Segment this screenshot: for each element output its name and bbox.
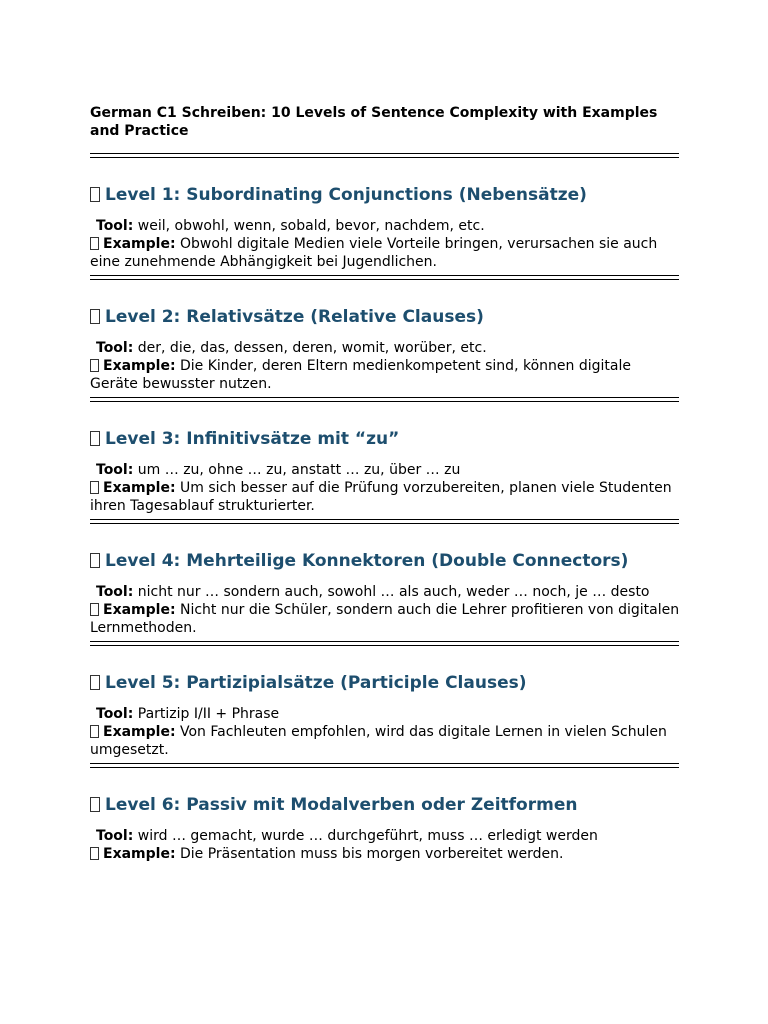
tool-line — [90, 583, 680, 601]
example-label: Example: — [103, 480, 176, 496]
missing-glyph-icon — [90, 797, 100, 812]
section-divider — [90, 275, 679, 280]
example-line — [90, 845, 680, 863]
missing-glyph-icon — [90, 237, 99, 250]
level-section-2 — [90, 306, 680, 402]
level-section-6 — [90, 794, 680, 863]
missing-glyph-icon — [90, 481, 99, 494]
level-section-1 — [90, 184, 680, 280]
tool-label: Tool: — [96, 828, 134, 844]
tool-label: Tool: — [96, 340, 134, 356]
tool-label: Tool: — [96, 584, 134, 600]
example-text: Die Kinder, deren Eltern medienkompetent sind, können digitale Geräte bewusster nutzen. — [90, 358, 631, 392]
level-heading-2 — [90, 306, 680, 328]
level-section-5 — [90, 672, 680, 768]
tool-line — [90, 217, 680, 235]
example-label: Example: — [103, 724, 176, 740]
example-label: Example: — [103, 236, 176, 252]
example-label: Example: — [103, 358, 176, 374]
tool-line — [90, 461, 680, 479]
document-page — [90, 104, 680, 863]
example-text: Die Präsentation muss bis morgen vorbereitet werden. — [175, 846, 564, 862]
example-text: Von Fachleuten empfohlen, wird das digitale Lernen in vielen Schulen umgesetzt. — [90, 724, 667, 758]
example-line — [90, 479, 680, 515]
missing-glyph-icon — [90, 725, 99, 738]
example-text: Nicht nur die Schüler, sondern auch die Lehrer profitieren von digitalen Lernmethoden. — [90, 602, 680, 636]
example-line — [90, 357, 680, 393]
level-heading-3 — [90, 428, 680, 450]
section-divider — [90, 519, 679, 524]
missing-glyph-icon — [90, 431, 100, 446]
example-line — [90, 235, 680, 271]
level-section-4 — [90, 550, 680, 646]
example-label: Example: — [103, 602, 176, 618]
tool-line — [90, 705, 680, 723]
missing-glyph-icon — [90, 675, 100, 690]
example-label: Example: — [103, 846, 176, 862]
level-heading-text: Level 3: Infinitivsätze mit “zu” — [105, 429, 400, 449]
level-heading-6 — [90, 794, 680, 816]
missing-glyph-icon — [90, 187, 100, 202]
tool-label: Tool: — [96, 218, 134, 234]
tool-text: wird … gemacht, wurde … durchgeführt, muss … erledigt werden — [133, 828, 598, 844]
missing-glyph-icon — [90, 603, 99, 616]
level-heading-text: Level 4: Mehrteilige Konnektoren (Double Connectors) — [105, 551, 629, 571]
level-heading-text: Level 5: Partizipialsätze (Participle Clauses) — [105, 673, 527, 693]
document-title: German C1 Schreiben: 10 Levels of Sentence Complexity with Examples and Practice — [90, 105, 658, 139]
level-heading-1 — [90, 184, 680, 206]
example-text: Obwohl digitale Medien viele Vorteile bringen, verursachen sie auch eine zunehmende Abhängigkeit bei Jugendlichen. — [90, 236, 658, 270]
missing-glyph-icon — [90, 553, 100, 568]
tool-text: der, die, das, dessen, deren, womit, worüber, etc. — [133, 340, 487, 356]
tool-text: nicht nur … sondern auch, sowohl … als auch, weder … noch, je … desto — [133, 584, 650, 600]
section-divider — [90, 397, 679, 402]
tool-text: weil, obwohl, wenn, sobald, bevor, nachdem, etc. — [133, 218, 485, 234]
tool-label: Tool: — [96, 706, 134, 722]
tool-line — [90, 827, 680, 845]
level-heading-4 — [90, 550, 680, 572]
level-heading-5 — [90, 672, 680, 694]
missing-glyph-icon — [90, 309, 100, 324]
section-divider — [90, 641, 679, 646]
tool-line — [90, 339, 680, 357]
tool-text: Partizip I/II + Phrase — [133, 706, 280, 722]
section-divider — [90, 763, 679, 768]
level-heading-text: Level 1: Subordinating Conjunctions (Nebensätze) — [105, 185, 587, 205]
example-text: Um sich besser auf die Prüfung vorzubereiten, planen viele Studenten ihren Tagesablauf strukturierter. — [90, 480, 672, 514]
level-heading-text: Level 2: Relativsätze (Relative Clauses) — [105, 307, 484, 327]
level-section-3 — [90, 428, 680, 524]
tool-label: Tool: — [96, 462, 134, 478]
missing-glyph-icon — [90, 847, 99, 860]
example-line — [90, 723, 680, 759]
level-heading-text: Level 6: Passiv mit Modalverben oder Zeitformen — [105, 795, 578, 815]
missing-glyph-icon — [90, 359, 99, 372]
section-divider — [90, 153, 679, 158]
example-line — [90, 601, 680, 637]
tool-text: um … zu, ohne … zu, anstatt … zu, über … zu — [133, 462, 461, 478]
